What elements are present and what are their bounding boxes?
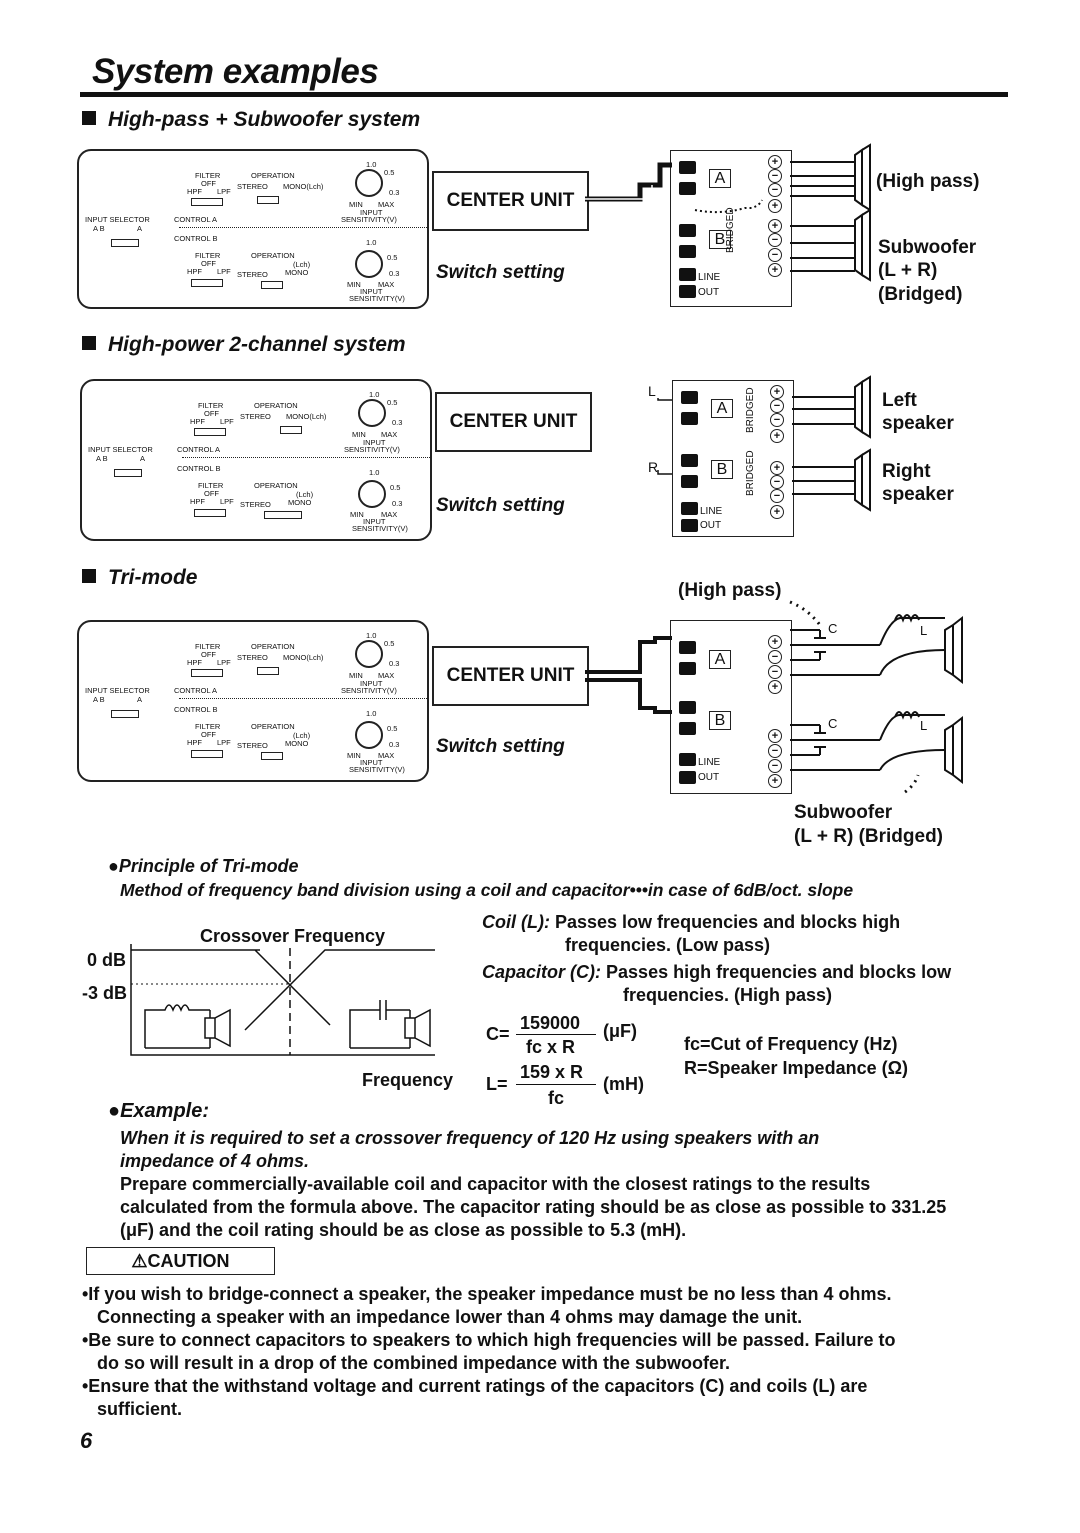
terminal-minus: − — [768, 169, 782, 183]
sensitivity-label: SENSITIVITY(V) — [341, 215, 397, 224]
knob-value-1-0: 1.0 — [369, 390, 380, 399]
mono-lch-label: MONO(Lch) — [283, 182, 324, 191]
max-label: MAX — [381, 430, 398, 439]
stereo-label: STEREO — [240, 412, 271, 421]
c-numerator: 159000 — [520, 1013, 581, 1033]
example-answer-line-1: Prepare commercially-available coil and capacitor with the closest ratings to the results — [120, 1174, 871, 1194]
mono-lch-label: MONO(Lch) — [283, 653, 324, 662]
knob-b-value-0-5: 0.5 — [387, 253, 398, 262]
terminal-minus: − — [768, 665, 782, 679]
terminal-plus: + — [770, 505, 784, 519]
center-unit-label: CENTER UNIT — [446, 665, 575, 686]
line-dots — [695, 200, 762, 212]
terminal-plus: + — [768, 729, 782, 743]
right-speaker-wires — [792, 467, 855, 494]
terminal-plus: + — [770, 429, 784, 443]
knob-value-0-5: 0.5 — [387, 398, 398, 407]
coil-l-label: L — [920, 623, 928, 638]
input-label-b: INPUT — [363, 517, 386, 526]
l-numerator: 159 x R — [520, 1062, 584, 1082]
terminal-minus: − — [770, 489, 784, 503]
input-label-b: INPUT — [360, 758, 383, 767]
woofer-wires — [880, 715, 945, 770]
mono-label: MONO — [288, 498, 312, 507]
r-definition: R=Speaker Impedance (Ω) — [684, 1058, 909, 1078]
minus3-db-label: -3 dB — [82, 983, 127, 1003]
left-speaker-label: Left — [882, 390, 917, 411]
knob-b-value-1-0: 1.0 — [366, 238, 377, 247]
operation-label: OPERATION — [251, 171, 295, 180]
control-b-label: CONTROL B — [174, 234, 218, 243]
knob-b-value-0-3: 0.3 — [389, 269, 400, 278]
caution-bullet-3-cont: sufficient. — [97, 1399, 183, 1419]
high-pass-wires — [790, 630, 880, 675]
principle-heading: ●Principle of Tri-mode — [108, 856, 299, 876]
frequency-axis-label: Frequency — [362, 1070, 454, 1090]
out-label: OUT — [698, 287, 720, 298]
stereo-label-b: STEREO — [240, 500, 271, 509]
terminal-plus: + — [768, 680, 782, 694]
coil-line — [482, 912, 900, 933]
c-fraction-bar — [516, 1034, 596, 1035]
lpf-label-b: LPF — [217, 738, 231, 747]
terminal-minus: − — [770, 413, 784, 427]
tweeter-speaker-icon — [405, 1010, 430, 1046]
knob-b-value-0-5: 0.5 — [387, 724, 398, 733]
operation-label: OPERATION — [251, 642, 295, 651]
example-answer-line-2: calculated from the formula above. The capacitor rating should be as close as possible to 331.25 — [120, 1197, 947, 1217]
terminal-plus: + — [768, 635, 782, 649]
coil-text-2: frequencies. (Low pass) — [565, 935, 771, 955]
tweeter-wires — [880, 618, 945, 675]
speaker-wires-b — [790, 226, 855, 271]
left-speaker-wires — [792, 397, 855, 424]
stereo-label: STEREO — [237, 182, 268, 191]
terminal-minus: − — [768, 650, 782, 664]
off-label-b: OFF — [201, 259, 216, 268]
high-pass-label: (High pass) — [678, 580, 782, 601]
out-label: OUT — [700, 520, 722, 531]
max-label-b: MAX — [378, 280, 395, 289]
mono-label: MONO — [285, 268, 309, 277]
max-label-b: MAX — [378, 751, 395, 760]
l-formula-prefix: L= — [486, 1074, 508, 1094]
switch-setting-label: Switch setting — [436, 262, 565, 283]
sensitivity-label-b: SENSITIVITY(V) — [349, 294, 405, 303]
woofer-speaker-icon — [205, 1010, 230, 1046]
knob-value-0-5: 0.5 — [384, 639, 395, 648]
switch-setting-label: Switch setting — [436, 495, 565, 516]
max-label: MAX — [378, 671, 395, 680]
page-number: 6 — [80, 1428, 93, 1453]
speaker-wires — [790, 162, 855, 196]
line-label: LINE — [698, 757, 721, 768]
subwoofer-wires — [790, 725, 880, 770]
terminal-plus: + — [768, 774, 782, 788]
knob-b-value-0-5: 0.5 — [390, 483, 401, 492]
hpf-label: HPF — [187, 187, 202, 196]
control-b-label: CONTROL B — [177, 464, 221, 473]
min-label: MIN — [349, 200, 363, 209]
input-selector-label: INPUT SELECTOR — [85, 215, 150, 224]
lpf-label: LPF — [220, 417, 234, 426]
lpf-label-b: LPF — [217, 267, 231, 276]
subwoofer-icon — [855, 210, 870, 280]
c-unit: (μF) — [603, 1021, 637, 1041]
off-label-b: OFF — [204, 489, 219, 498]
off-label: OFF — [204, 409, 219, 418]
rca-cable — [585, 165, 672, 199]
subwoofer-label: Subwoofer — [794, 802, 893, 823]
crossover-curves — [131, 950, 435, 1030]
input-label-b: INPUT — [360, 287, 383, 296]
hpf-label-b: HPF — [187, 738, 202, 747]
control-b-label: CONTROL B — [174, 705, 218, 714]
example-question-line-2: impedance of 4 ohms. — [120, 1151, 310, 1171]
terminal-minus: − — [770, 475, 784, 489]
knob-value-0-3: 0.3 — [389, 659, 400, 668]
capacitor-c-label: C — [828, 621, 838, 636]
section-heading-text: Tri-mode — [108, 566, 198, 589]
input-r-label: R — [648, 459, 659, 475]
right-speaker-label-2: speaker — [882, 484, 954, 505]
channel-b-label: B — [709, 711, 731, 730]
mono-label: MONO — [285, 739, 309, 748]
knob-value-1-0: 1.0 — [366, 160, 377, 169]
channel-b-label: B — [709, 230, 731, 249]
terminal-plus: + — [770, 461, 784, 475]
mono-lch-label: MONO(Lch) — [286, 412, 327, 421]
bridged-label-text: (Bridged) — [878, 284, 963, 305]
off-label-b: OFF — [201, 730, 216, 739]
filter-label: FILTER — [198, 401, 224, 410]
min-label: MIN — [352, 430, 366, 439]
operation-label-b: OPERATION — [251, 251, 295, 260]
channel-a-label: A — [711, 399, 733, 418]
terminal-plus: + — [768, 263, 782, 277]
sensitivity-label: SENSITIVITY(V) — [344, 445, 400, 454]
hpf-label: HPF — [187, 658, 202, 667]
line-label: LINE — [698, 272, 721, 283]
operation-label-b: OPERATION — [254, 481, 298, 490]
c-denominator: fc x R — [526, 1037, 576, 1057]
caution-bullet-1-cont: Connecting a speaker with an impedance lower than 4 ohms may damage the unit. — [97, 1307, 803, 1327]
right-speaker-icon — [855, 450, 870, 510]
capacitor-line — [482, 962, 951, 983]
page-title: System examples — [92, 52, 379, 91]
input-selector-ab: A B — [96, 454, 108, 463]
switch-setting-label: Switch setting — [436, 736, 565, 757]
caution-bullet-1: •If you wish to bridge-connect a speaker, the speaker impedance must be no less than 4 ohms. — [82, 1284, 892, 1304]
sensitivity-label-b: SENSITIVITY(V) — [349, 765, 405, 774]
filter-label-b: FILTER — [195, 251, 221, 260]
off-label: OFF — [201, 179, 216, 188]
sensitivity-label: SENSITIVITY(V) — [341, 686, 397, 695]
input-selector-a: A — [137, 224, 143, 233]
off-label: OFF — [201, 650, 216, 659]
coil-text: Passes low frequencies and blocks high — [555, 912, 901, 932]
caution-bullet-2: •Be sure to connect capacitors to speakers to which high frequencies will be passed. Failure to — [82, 1330, 896, 1350]
knob-b-value-0-3: 0.3 — [389, 740, 400, 749]
max-label-b: MAX — [381, 510, 398, 519]
bridged-label: BRIDGED — [745, 450, 756, 496]
channel-b-label: B — [711, 460, 733, 479]
lr-bridged-label: (L + R) (Bridged) — [794, 826, 944, 847]
l-fraction-bar — [516, 1084, 596, 1085]
operation-label: OPERATION — [254, 401, 298, 410]
min-label: MIN — [349, 671, 363, 680]
input-l-label: L — [648, 383, 656, 399]
knob-value-0-3: 0.3 — [392, 418, 403, 427]
principle-method-text: Method of frequency band division using a coil and capacitor•••in case of 6dB/oct. slope — [120, 880, 854, 900]
knob-b-value-1-0: 1.0 — [369, 468, 380, 477]
hpf-label: HPF — [190, 417, 205, 426]
input-label: INPUT — [363, 438, 386, 447]
knob-value-0-5: 0.5 — [384, 168, 395, 177]
input-selector-label: INPUT SELECTOR — [88, 445, 153, 454]
capacitor-label: Capacitor (C): — [482, 962, 602, 982]
input-selector-label: INPUT SELECTOR — [85, 686, 150, 695]
capacitor-text: Passes high frequencies and blocks low — [606, 962, 952, 982]
knob-b-value-1-0: 1.0 — [366, 709, 377, 718]
terminal-minus: − — [768, 759, 782, 773]
hpf-label-b: HPF — [190, 497, 205, 506]
subwoofer-label: Subwoofer — [878, 237, 977, 258]
left-speaker-label-2: speaker — [882, 413, 954, 434]
control-a-label: CONTROL A — [177, 445, 221, 454]
l-denominator: fc — [548, 1088, 565, 1108]
control-a-label: CONTROL A — [174, 215, 218, 224]
terminal-plus: + — [768, 155, 782, 169]
terminal-minus: − — [768, 248, 782, 262]
lch-label: (Lch) — [296, 490, 314, 499]
max-label: MAX — [378, 200, 395, 209]
caution-bullet-3: •Ensure that the withstand voltage and current ratings of the capacitors (C) and coils (L) are — [82, 1376, 868, 1396]
lch-label: (Lch) — [293, 731, 311, 740]
high-pass-label: (High pass) — [876, 171, 980, 192]
l-input-wire — [658, 398, 672, 400]
center-unit-label: CENTER UNIT — [446, 190, 575, 211]
min-label-b: MIN — [350, 510, 364, 519]
input-selector-ab: A B — [93, 224, 105, 233]
terminal-plus: + — [768, 199, 782, 213]
control-a-label: CONTROL A — [174, 686, 218, 695]
wiring-diagram-3 — [0, 590, 1080, 820]
lpf-label: LPF — [217, 187, 231, 196]
stereo-label: STEREO — [237, 653, 268, 662]
crossover-frequency-label: Crossover Frequency — [200, 926, 386, 946]
input-selector-ab: A B — [93, 695, 105, 704]
terminal-minus: − — [770, 399, 784, 413]
crossover-graph — [0, 930, 460, 1060]
bridged-label: BRIDGED — [745, 387, 756, 433]
capacitor-c-label: C — [828, 716, 838, 731]
coil-l-label: L — [920, 718, 928, 733]
knob-value-1-0: 1.0 — [366, 631, 377, 640]
caution-label: ⚠CAUTION — [131, 1251, 230, 1271]
min-label-b: MIN — [347, 280, 361, 289]
r-input-wire — [658, 470, 672, 474]
filter-label-b: FILTER — [195, 722, 221, 731]
graph-axes — [131, 944, 435, 1055]
lpf-label-b: LPF — [220, 497, 234, 506]
terminal-plus: + — [770, 385, 784, 399]
out-label: OUT — [698, 772, 720, 783]
capacitor-text-2: frequencies. (High pass) — [623, 985, 833, 1005]
section-heading-tri-mode — [82, 566, 197, 590]
example-heading: ●Example: — [108, 1100, 210, 1122]
knob-value-0-3: 0.3 — [389, 188, 400, 197]
section-bullet-square — [82, 569, 96, 583]
speaker-icon — [945, 618, 962, 682]
terminal-minus: − — [768, 233, 782, 247]
terminal-plus: + — [768, 219, 782, 233]
left-speaker-icon — [855, 377, 870, 437]
stereo-label-b: STEREO — [237, 270, 268, 279]
lpf-label: LPF — [217, 658, 231, 667]
fc-definition: fc=Cut of Frequency (Hz) — [684, 1034, 898, 1054]
l-unit: (mH) — [603, 1074, 644, 1094]
filter-label-b: FILTER — [198, 481, 224, 490]
line-label: LINE — [700, 506, 723, 517]
example-answer-line-3: (μF) and the coil rating should be as close as possible to 5.3 (mH). — [120, 1220, 687, 1240]
input-label: INPUT — [360, 208, 383, 217]
min-label-b: MIN — [347, 751, 361, 760]
rca-cables — [585, 638, 672, 712]
lr-label: (L + R) — [878, 260, 938, 281]
example-question-line-1: When it is required to set a crossover frequency of 120 Hz using speakers with an — [120, 1128, 820, 1148]
low-pass-circuit — [145, 1005, 210, 1048]
section-heading-2ch — [82, 333, 406, 357]
terminal-minus: − — [768, 744, 782, 758]
section-bullet-square — [82, 336, 96, 350]
zero-db-label: 0 dB — [87, 950, 127, 970]
stereo-label-b: STEREO — [237, 741, 268, 750]
bridged-label: BRIDGED — [725, 207, 736, 253]
high-pass-circuit — [350, 1000, 410, 1048]
section-heading-text: High-pass + Subwoofer system — [108, 108, 421, 131]
center-unit-label: CENTER UNIT — [449, 411, 578, 432]
section-heading-text: High-power 2-channel system — [108, 333, 406, 356]
channel-a-label: A — [709, 169, 731, 188]
operation-label-b: OPERATION — [251, 722, 295, 731]
input-label: INPUT — [360, 679, 383, 688]
speaker-icon — [855, 145, 870, 210]
input-selector-a: A — [137, 695, 143, 704]
knob-b-value-0-3: 0.3 — [392, 499, 403, 508]
right-speaker-label: Right — [882, 461, 931, 482]
subwoofer-icon — [945, 718, 962, 782]
filter-label: FILTER — [195, 171, 221, 180]
caution-label-box — [86, 1247, 275, 1275]
c-formula-prefix: C= — [486, 1024, 510, 1044]
hpf-label-b: HPF — [187, 267, 202, 276]
lch-label: (Lch) — [293, 260, 311, 269]
coil-label: Coil (L): — [482, 912, 550, 932]
channel-a-label: A — [709, 650, 731, 669]
input-selector-a: A — [140, 454, 146, 463]
filter-label: FILTER — [195, 642, 221, 651]
terminal-minus: − — [768, 183, 782, 197]
sensitivity-label-b: SENSITIVITY(V) — [352, 524, 408, 533]
caution-bullet-2-cont: do so will result in a drop of the combined impedance with the subwoofer. — [97, 1353, 731, 1373]
